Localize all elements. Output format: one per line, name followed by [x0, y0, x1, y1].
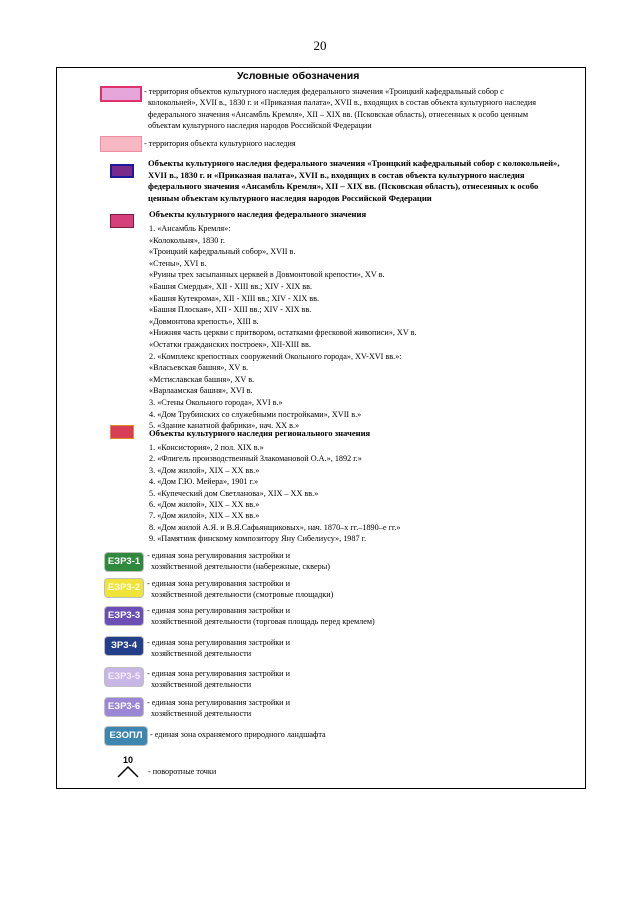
federal-list-item: «Варлаамская башня», XVI в.	[149, 386, 253, 396]
regional-list-item: 7. «Дом жилой», XIX – XX вв.»	[149, 511, 260, 521]
territory-federal-text: объектам культурного наследия народов Российской Федерации	[148, 121, 372, 131]
turn-point-icon	[117, 764, 139, 778]
federal-list-item: «Башня Кутекрома», XII - XIII вв.; XIV - XIX вв.	[149, 293, 320, 303]
zone-description: - единая зона регулирования застройки и	[147, 638, 290, 647]
federal-swatch	[110, 214, 134, 228]
federal-list-item: «Руины трех засыпанных церквей в Довмонтовой крепости», XV в.	[149, 270, 385, 280]
regional-list-item: 4. «Дом Г.Ю. Мейера», 1901 г.»	[149, 477, 259, 487]
federal-list-item: «Нижняя часть церкви с притвором, остатками фресковой живописи», XV в.	[149, 328, 417, 338]
federal-ensemble-swatch	[110, 164, 134, 178]
regional-list-item: 8. «Дом жилой А.Я. и В.Я.Сафьянщиковых», нач. 1870–х гг.–1890–е гг.»	[149, 522, 401, 532]
zone-description: хозяйственной деятельности	[151, 680, 252, 690]
federal-list-item: «Остатки гражданских построек», XII-XIII вв.	[149, 339, 311, 349]
territory-federal-text: федерального значения «Ансамбль Кремля», XII – XIX вв. (Псковская область), отнесенных к особо ценным	[148, 109, 529, 119]
regional-list-item: 9. «Памятник финскому композитору Яну Сибелиусу», 1987 г.	[149, 534, 367, 544]
zone-description: хозяйственной деятельности	[151, 649, 252, 659]
zone-ezr3-5-badge: ЕЗР3-5	[105, 668, 143, 686]
federal-list-item: «Башня Смердья», XII - XIII вв.; XIV - XIX вв.	[149, 281, 313, 291]
regional-heading: Объекты культурного наследия регионального значения	[149, 428, 371, 438]
territory-federal-swatch	[100, 86, 142, 102]
federal-list-item: «Стены», XVI в.	[149, 258, 207, 268]
federal-list-item: 2. «Комплекс крепостных сооружений Окольного города», XV-XVI вв.»:	[149, 351, 402, 361]
federal-ensemble-text: ценным объектам культурного наследия народов Российской Федерации	[148, 192, 432, 203]
federal-list-item: 5. «Здание канатной фабрики», нач. XX в.»	[149, 421, 300, 431]
zone-ezopl-description: - единая зона охраняемого природного ландшафта	[150, 730, 326, 739]
zone-description: - единая зона регулирования застройки и	[147, 606, 290, 615]
territory-federal-text: колокольней», XVII в., 1830 г. и «Приказная палата», XVII в., входящих в состав объекта культурного наследия	[148, 98, 537, 108]
regional-list-item: 6. «Дом жилой», XIX – XX вв.»	[149, 500, 260, 510]
zone-ezr3-6-badge: ЕЗР3-6	[105, 698, 143, 716]
federal-list-item: «Довмонтова крепость», XIII в.	[149, 316, 259, 326]
regional-list-item: 2. «Флигель производственный Злакомановой О.А.», 1892 г.»	[149, 454, 362, 464]
zone-description: - единая зона регулирования застройки и	[147, 551, 290, 560]
zone-ezr3-1-badge: ЕЗР3-1	[105, 553, 143, 571]
zone-description: хозяйственной деятельности (торговая площадь перед кремлем)	[151, 617, 375, 627]
regional-list-item: 3. «Дом жилой», XIX – XX вв.»	[149, 465, 260, 475]
zone-description: - единая зона регулирования застройки и	[147, 669, 290, 678]
federal-list-item: «Мстиславская башня», XV в.	[149, 374, 255, 384]
zone-description: - единая зона регулирования застройки и	[147, 698, 290, 707]
zone-description: хозяйственной деятельности	[151, 709, 252, 719]
federal-heading: Объекты культурного наследия федерального значения	[149, 209, 367, 219]
federal-ensemble-text: Объекты культурного наследия федерального значения «Троицкий кафедральный собор с колокольней»,	[148, 158, 560, 168]
page-number: 20	[313, 38, 327, 53]
regional-list-item: 5. «Купеческий дом Светланова», XIX – XX вв.»	[149, 488, 319, 498]
federal-list-item: «Троицкий кафедральный собор», XVII в.	[149, 247, 296, 257]
territory-site-text: - территория объекта культурного наследия	[144, 139, 296, 148]
federal-list-item: 4. «Дом Трубинских со служебными постройками», XVII в.»	[149, 409, 362, 419]
territory-federal-text: - территория объектов культурного наследия федерального значения «Троицкий кафедральный собор с	[144, 87, 504, 96]
territory-site-swatch	[100, 136, 142, 152]
zone-ezr3-2-badge: ЕЗР3-2	[105, 579, 143, 597]
zone-description: хозяйственной деятельности (смотровые площадки)	[151, 590, 334, 600]
federal-list-item: 3. «Стены Окольного города», XVI в.»	[149, 397, 283, 407]
regional-list-item: 1. «Консистория», 2 пол. XIX в.»	[149, 443, 264, 452]
zone-zr3-4-badge: ЗР3-4	[105, 637, 143, 655]
zone-description: хозяйственной деятельности (набережные, скверы)	[151, 562, 330, 572]
federal-ensemble-text: федерального значения «Ансамбль Кремля», XII – XIX вв. (Псковская область), отнесенных к особо	[148, 181, 539, 192]
federal-list-item: «Башня Плоская», XII - XIII вв.; XIV - XIX вв.	[149, 305, 312, 315]
federal-list-item: «Колокольня», 1830 г.	[149, 235, 225, 245]
legend-title: Условные обозначения	[237, 70, 360, 82]
federal-ensemble-text: XVII в., 1830 г. и «Приказная палата», XVII в., входящих в состав объекта культурного наследия	[148, 169, 525, 180]
turn-point-text: - поворотные точки	[148, 767, 217, 776]
turn-point-number: 10	[123, 755, 134, 765]
federal-list-item: 1. «Ансамбль Кремля»:	[149, 224, 231, 233]
federal-list-item: «Власьевская башня», XV в.	[149, 363, 249, 373]
zone-description: - единая зона регулирования застройки и	[147, 579, 290, 588]
zone-ezr3-3-badge: ЕЗР3-3	[105, 607, 143, 625]
zone-ezopl-badge: ЕЗОПЛ	[105, 727, 147, 745]
regional-swatch	[110, 425, 134, 439]
